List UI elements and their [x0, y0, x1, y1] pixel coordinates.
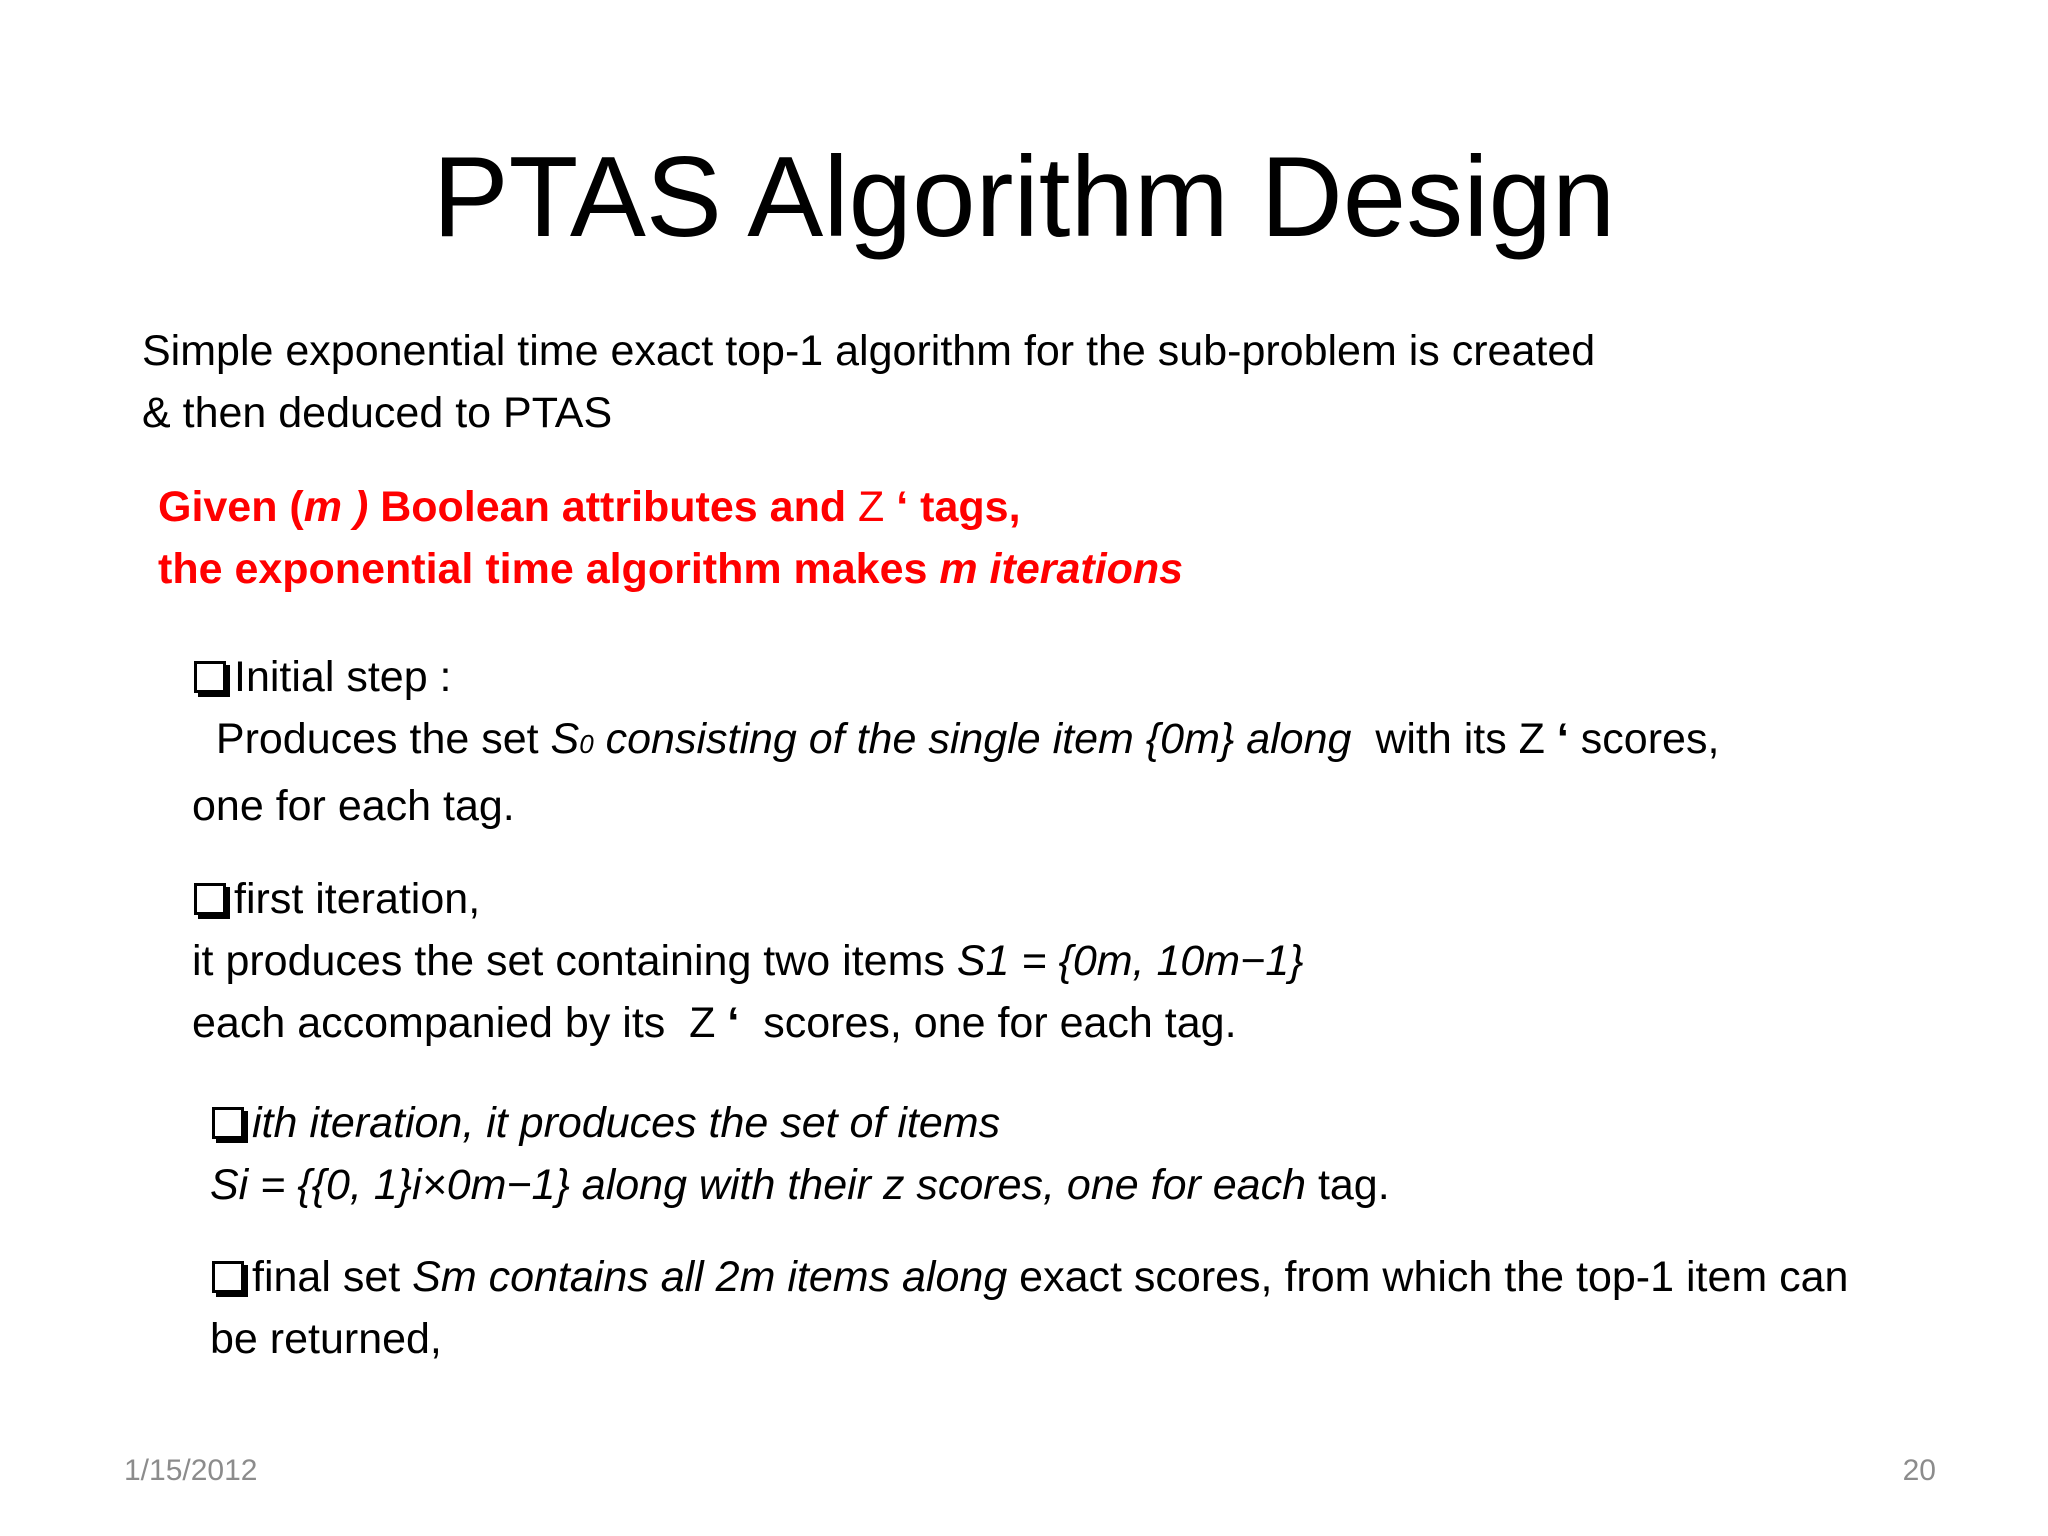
slide-title: PTAS Algorithm Design: [432, 134, 1616, 261]
bullet-text: tag.: [1306, 1161, 1390, 1209]
highlight-line-2: [158, 538, 1183, 600]
checkbox-bullet-icon: [212, 1261, 244, 1293]
highlight-prime: ‘: [896, 483, 909, 531]
bullet-first-iteration: [192, 868, 1303, 1054]
highlight-text: tags,: [908, 483, 1021, 531]
bullet-line: [210, 1154, 1390, 1216]
bullet-text: each accompanied by its Z: [192, 999, 728, 1047]
highlight-z-symbol: Z: [858, 483, 897, 531]
bullet-heading-text: first iteration,: [234, 875, 481, 923]
bullet-text: exact scores, from which the top-1 item can: [1007, 1253, 1849, 1301]
bullet-heading-text: ith iteration, it produces the set of items: [252, 1099, 1001, 1147]
highlight-text: Given (: [158, 483, 304, 531]
bullet-heading: [210, 1246, 1848, 1308]
footer-page-number: 20: [1902, 1454, 1936, 1487]
bullet-text: scores,: [1568, 715, 1720, 763]
intro-paragraph: [142, 320, 1595, 444]
bullet-italic-text: S: [550, 715, 580, 763]
checkbox-bullet-icon: [212, 1107, 244, 1139]
bullet-final-set: [210, 1246, 1848, 1370]
highlight-variable: m iterations: [939, 545, 1184, 593]
bullet-initial-step: [192, 646, 1719, 837]
highlight-text: the exponential time algorithm makes: [158, 545, 940, 593]
bullet-line: [192, 930, 1303, 992]
bullet-line: [192, 992, 1303, 1054]
bullet-line: be returned,: [210, 1315, 442, 1363]
bullet-italic-text: consisting of the single item {0m} along: [593, 715, 1352, 763]
bullet-line: one for each tag.: [192, 782, 515, 830]
highlight-text: Boolean attributes and: [368, 483, 859, 531]
bullet-subscript: 0: [579, 729, 594, 759]
bullet-text: scores, one for each tag.: [739, 999, 1237, 1047]
bullet-heading: [210, 1092, 1390, 1154]
bullet-heading-text: Initial step :: [234, 653, 452, 701]
bullet-italic-text: S1 = {0m, 10m−1}: [956, 937, 1304, 985]
checkbox-bullet-icon: [194, 883, 226, 915]
bullet-text: with its Z: [1351, 715, 1557, 763]
bullet-ith-iteration: [210, 1092, 1390, 1216]
highlight-variable: m ): [303, 483, 369, 531]
bullet-text: final set: [252, 1253, 413, 1301]
bullet-prime: ‘: [1556, 715, 1569, 763]
bullet-line: [192, 708, 1719, 775]
footer-date: 1/15/2012: [124, 1454, 258, 1487]
bullet-heading: [192, 868, 1303, 930]
bullet-text: Produces the set: [192, 715, 551, 763]
intro-line-1: Simple exponential time exact top-1 algorithm for the sub-problem is created: [142, 327, 1596, 375]
bullet-text: it produces the set containing two items: [192, 937, 957, 985]
highlight-line-1: [158, 476, 1183, 538]
bullet-italic-text: Si = {{0, 1}i×0m−1} along with their z scores, one for each: [210, 1161, 1306, 1209]
intro-line-2: & then deduced to PTAS: [142, 389, 613, 437]
bullet-heading: [192, 646, 1719, 708]
checkbox-bullet-icon: [194, 661, 226, 693]
bullet-italic-text: Sm contains all 2m items along: [412, 1253, 1008, 1301]
highlight-paragraph: [158, 476, 1183, 600]
bullet-prime: ‘: [727, 999, 740, 1047]
